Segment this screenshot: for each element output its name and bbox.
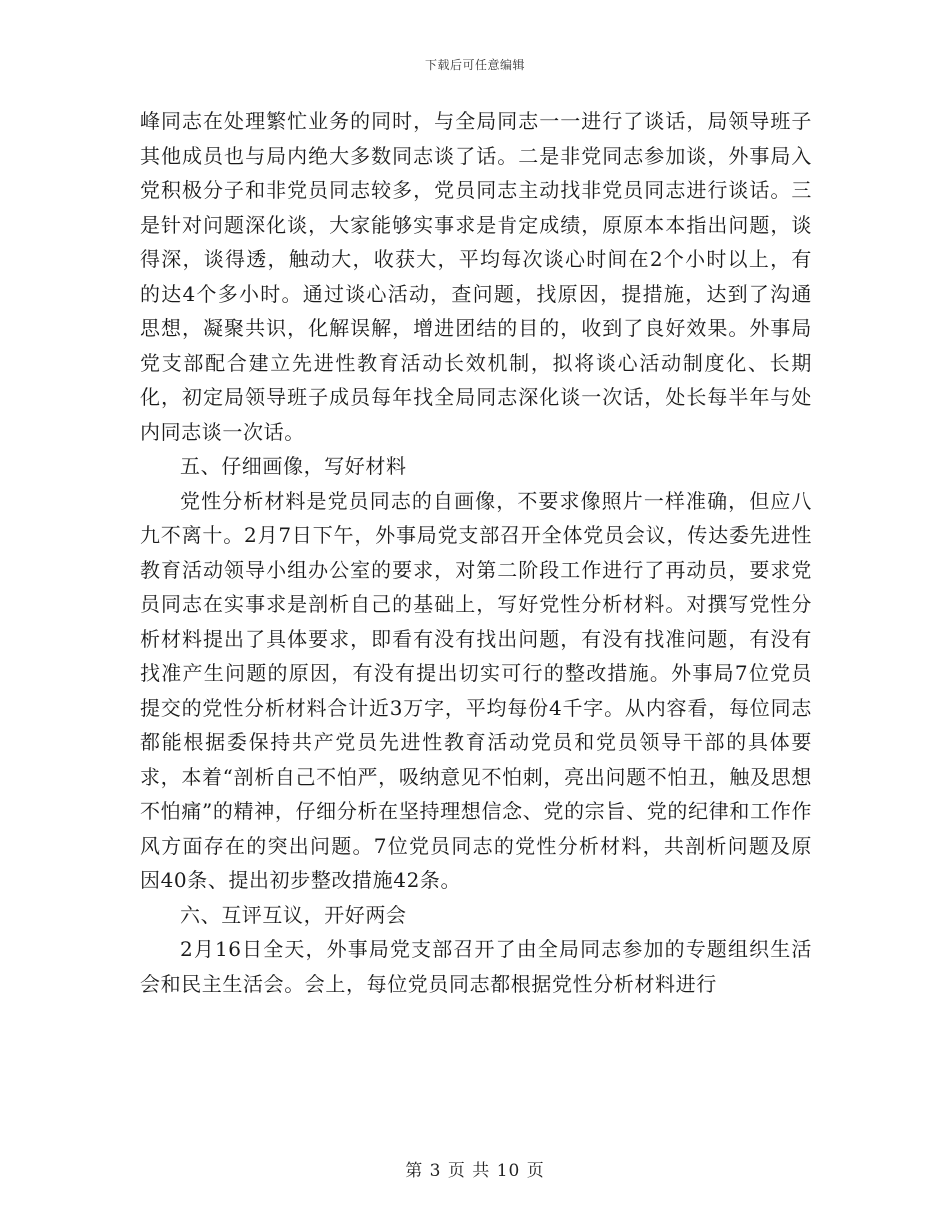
paragraph-meetings: 2月16日全天，外事局党支部召开了由全局同志参加的专题组织生活会和民主生活会。会上，每位党员同志都根据党性分析材料进行 bbox=[140, 937, 812, 996]
paragraph-party-analysis: 党性分析材料是党员同志的自画像，不要求像照片一样准确，但应八九不离十。2月7日下午，外事局党支部召开全体党员会议，传达委先进性教育活动领导小组办公室的要求，对第二阶段工作进行了再动员，要求党员同志在实事求是剖析自己的基础上，写好党性分析材料。对撰写党性分析材料提出了具体要求，即看有没有找出问题，有没有找准问题，有没有找准产生问题的原因，有没有提出切实可行的整改措施。外事局7位党员提交的党性分析材料合计近3万字，平均每份4千字。从内容看，每位同志都能根据委保持共产党员先进性教育活动党员和党员领导干部的具体要求，本着“剖析自己不怕严，吸纳意见不怕刺，亮出问题不怕丑，触及思想不怕痛”的精神，仔细分析在坚持理想信念、党的宗旨、党的纪律和工作作风方面存在的突出问题。7位党员同志的党性分析材料，共剖析问题及原因40条、提出初步整改措施42条。 bbox=[140, 488, 812, 892]
section-heading-6: 六、互评互议，开好两会 bbox=[180, 902, 407, 927]
section-heading-5: 五、仔细画像，写好材料 bbox=[180, 454, 407, 478]
page-header: 下载后可任意编辑 bbox=[424, 58, 525, 72]
document-body bbox=[140, 104, 812, 1001]
paragraph-continued: 峰同志在处理繁忙业务的同时，与全局同志一一进行了谈话，局领导班子其他成员也与局内绝大多数同志谈了话。二是非党同志参加谈，外事局入党积极分子和非党员同志较多，党员同志主动找非党员同志进行谈话。三是针对问题深化谈，大家能够实事求是肯定成绩，原原本本指出问题，谈得深，谈得透，触动大，收获大，平均每次谈心时间在2个小时以上，有的达4个多小时。通过谈心活动，查问题，找原因，提措施，达到了沟通思想，凝聚共识，化解误解，增进团结的目的，收到了良好效果。外事局党支部配合建立先进性教育活动长效机制，拟将谈心活动制度化、长期化，初定局领导班子成员每年找全局同志深化谈一次话，处长每半年与处内同志谈一次话。 bbox=[140, 109, 812, 444]
page-footer: 第 3 页 共 10 页 bbox=[405, 1161, 545, 1181]
